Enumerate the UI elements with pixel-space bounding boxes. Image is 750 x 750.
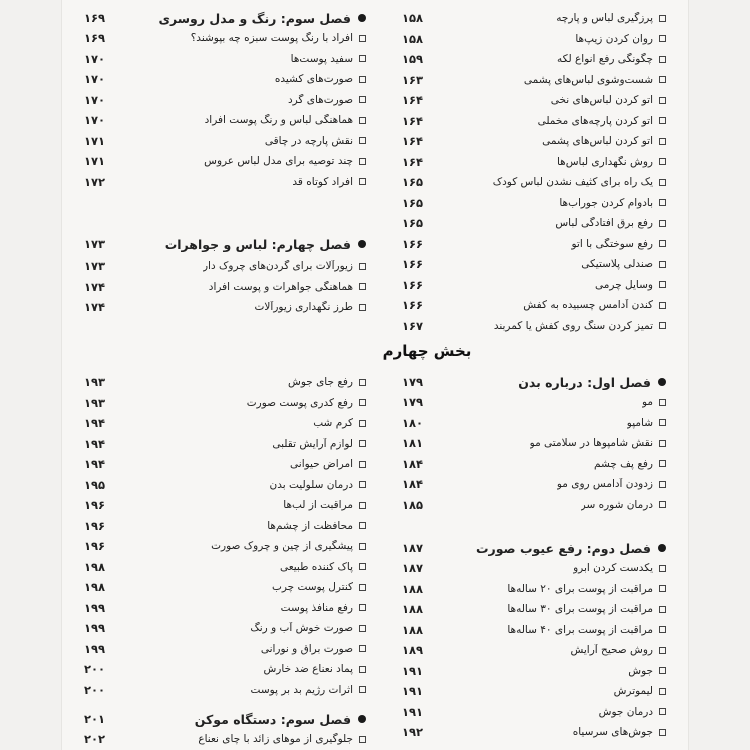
square-bullet-icon: [359, 420, 366, 427]
toc-entry: [84, 495, 366, 515]
chapter-heading: [84, 234, 366, 254]
page-number: ۱۸۷: [402, 541, 424, 555]
entry-title: روش نگهداری لباس‌ها: [556, 155, 653, 168]
page-number: ۱۶۹: [84, 11, 106, 25]
toc-entry: [402, 702, 666, 722]
square-bullet-icon: [659, 565, 666, 572]
entry-title: زیورآلات برای گردن‌های چروک دار: [202, 260, 353, 272]
page-number: ۱۶۶: [402, 277, 424, 292]
entry-title: مراقبت از پوست برای ۲۰ ساله‌ها: [507, 582, 653, 595]
square-bullet-icon: [359, 563, 366, 570]
page-number: ۱۸۸: [402, 622, 424, 637]
square-bullet-icon: [359, 158, 366, 165]
page-number: ۱۸۹: [402, 643, 424, 657]
toc-entry: [84, 49, 366, 69]
square-bullet-icon: [359, 117, 366, 124]
square-bullet-icon: [659, 240, 666, 247]
square-bullet-icon: [359, 502, 366, 509]
toc-entry: [84, 256, 366, 276]
entry-title: یکدست کردن ابرو: [573, 562, 653, 574]
page-number: ۱۷۰: [84, 72, 106, 86]
page-number: ۱۹۴: [84, 416, 106, 430]
page-number: ۱۶۴: [402, 134, 424, 148]
entry-title: صورت‌های گرد: [287, 93, 353, 106]
toc-entry: [402, 558, 666, 578]
entry-title: مو: [641, 396, 653, 408]
entry-title: رفع منافذ پوست: [280, 601, 353, 614]
entry-title: کندن آدامس چسبیده به کفش: [523, 299, 653, 311]
entry-title: سفید پوست‌ها: [290, 52, 353, 65]
bullet-dot-icon: [658, 378, 666, 386]
entry-title: پاک کننده طبیعی: [279, 560, 353, 573]
toc-entry: [402, 29, 666, 49]
toc-entry: [402, 172, 666, 192]
page-number: ۱۶۴: [402, 93, 424, 107]
page-number: ۱۶۴: [402, 113, 424, 128]
entry-title: رفع پف چشم: [594, 457, 653, 470]
entry-title: رفع سوختگی با اتو: [571, 237, 653, 250]
page-number: ۱۹۱: [402, 663, 424, 678]
toc-entry: [84, 69, 366, 89]
page-number: ۱۹۹: [84, 621, 106, 635]
entry-title: صندلی پلاستیکی: [581, 258, 653, 270]
page-number: ۱۹۶: [84, 518, 106, 533]
entry-title: رفع کدری پوست صورت: [246, 396, 353, 409]
entry-title: کرم شب: [313, 417, 353, 429]
toc-entry: [402, 8, 666, 28]
square-bullet-icon: [659, 117, 666, 124]
entry-title: درمان سلولیت بدن: [269, 478, 353, 491]
page-number: ۱۷۰: [84, 92, 106, 107]
chapter-title: فصل سوم: رنگ و مدل روسری: [158, 10, 351, 26]
toc-entry: [84, 454, 366, 474]
entry-title: روان کردن زیپ‌ها: [575, 32, 653, 45]
page-number: ۱۹۴: [84, 457, 106, 471]
toc-entry: [84, 413, 366, 433]
chapter-heading: [84, 709, 366, 729]
entry-title: چگونگی رفع انواع لکه: [557, 53, 653, 65]
square-bullet-icon: [659, 76, 666, 83]
page-number: ۱۶۶: [402, 236, 424, 251]
toc-entry: [84, 516, 366, 536]
toc-entry: [402, 495, 666, 515]
bullet-dot-icon: [658, 544, 666, 552]
entry-title: اتو کردن لباس‌های پشمی: [542, 135, 653, 147]
page-number: ۲۰۰: [84, 682, 106, 697]
entry-title: افراد کوتاه قد: [292, 175, 353, 188]
square-bullet-icon: [359, 137, 366, 144]
entry-title: چند توصیه برای مدل لباس عروس: [204, 155, 353, 167]
square-bullet-icon: [359, 604, 366, 611]
square-bullet-icon: [659, 302, 666, 309]
square-bullet-icon: [359, 686, 366, 693]
entry-title: درمان جوش: [598, 705, 653, 718]
page-number: ۱۶۵: [402, 195, 424, 210]
square-bullet-icon: [659, 56, 666, 63]
square-bullet-icon: [659, 179, 666, 186]
toc-entry: [402, 49, 666, 69]
square-bullet-icon: [659, 481, 666, 488]
toc-entry: [84, 90, 366, 110]
page-number: ۱۵۸: [402, 11, 424, 25]
toc-entry: [402, 640, 666, 660]
toc-entry: [84, 434, 366, 454]
entry-title: صورت خوش آب و رنگ: [250, 622, 353, 634]
page-number: ۱۹۸: [84, 559, 106, 574]
square-bullet-icon: [659, 419, 666, 426]
entry-title: هماهنگی لباس و رنگ پوست افراد: [204, 114, 353, 126]
page-number: ۱۷۳: [84, 259, 106, 273]
entry-title: درمان شوره سر: [580, 498, 653, 511]
page-number: ۱۷۹: [402, 375, 424, 389]
square-bullet-icon: [359, 263, 366, 270]
square-bullet-icon: [359, 55, 366, 62]
square-bullet-icon: [659, 97, 666, 104]
page-number: ۱۹۵: [84, 477, 106, 492]
square-bullet-icon: [659, 501, 666, 508]
toc-entry: [84, 618, 366, 638]
entry-title: اتو کردن لباس‌های نخی: [550, 94, 653, 106]
square-bullet-icon: [659, 35, 666, 42]
entry-title: رفع جای جوش: [288, 376, 353, 388]
page-number: ۱۹۳: [84, 395, 106, 410]
toc-entry: [84, 729, 366, 749]
entry-title: صورت‌های کشیده: [274, 73, 353, 85]
page-number: ۱۹۳: [84, 375, 106, 389]
page-number: ۱۶۵: [402, 216, 424, 230]
toc-entry: [402, 131, 666, 151]
entry-title: صورت براق و نورانی: [260, 642, 353, 655]
page-number: ۲۰۰: [84, 662, 106, 676]
square-bullet-icon: [359, 76, 366, 83]
chapter-title: فصل چهارم: لباس و جواهرات: [164, 236, 351, 252]
page-number: ۱۹۶: [84, 498, 106, 512]
page-number: ۱۷۲: [84, 174, 106, 189]
page-number: ۱۸۰: [402, 415, 424, 430]
toc-entry: [402, 620, 666, 640]
square-bullet-icon: [359, 178, 366, 185]
toc-entry: [84, 131, 366, 151]
toc-entry: [84, 577, 366, 597]
chapter-heading: [402, 372, 666, 392]
toc-entry: [84, 598, 366, 618]
square-bullet-icon: [359, 584, 366, 591]
page-number: ۱۹۱: [402, 704, 424, 719]
page-number: ۱۸۷: [402, 561, 424, 575]
toc-entry: [402, 295, 666, 315]
page-number: ۱۶۵: [402, 175, 424, 189]
page-number: ۱۸۸: [402, 602, 424, 616]
square-bullet-icon: [359, 96, 366, 103]
square-bullet-icon: [359, 461, 366, 468]
page-number: ۱۹۸: [84, 580, 106, 594]
entry-title: یک راه برای کثیف نشدن لباس کودک: [492, 176, 653, 188]
toc-entry: [84, 557, 366, 577]
chapter-title: فصل اول: درباره بدن: [518, 374, 651, 390]
square-bullet-icon: [659, 708, 666, 715]
square-bullet-icon: [359, 35, 366, 42]
entry-title: امراض حیوانی: [290, 458, 353, 470]
entry-title: نقش پارچه در چاقی: [264, 134, 353, 147]
toc-entry: [402, 579, 666, 599]
entry-title: لیموترش: [613, 685, 653, 697]
square-bullet-icon: [359, 522, 366, 529]
page-number: ۱۷۱: [84, 133, 106, 148]
entry-title: شست‌وشوی لباس‌های پشمی: [523, 73, 653, 86]
page-number: ۱۸۴: [402, 456, 424, 471]
square-bullet-icon: [659, 688, 666, 695]
entry-title: نقش شامپوها در سلامتی مو: [529, 437, 653, 449]
toc-entry: [84, 393, 366, 413]
square-bullet-icon: [659, 585, 666, 592]
square-bullet-icon: [359, 736, 366, 743]
toc-entry: [402, 254, 666, 274]
entry-title: جوش: [628, 664, 653, 677]
entry-title: اثرات رژیم بد بر پوست: [250, 683, 353, 696]
page-number: ۱۹۹: [84, 641, 106, 656]
page-number: ۱۵۹: [402, 52, 424, 66]
page-number: ۱۸۱: [402, 436, 424, 450]
page-number: ۱۶۷: [402, 318, 424, 333]
entry-title: کنترل پوست چرب: [271, 581, 353, 593]
chapter-title: فصل دوم: رفع عیوب صورت: [475, 540, 651, 556]
chapter-heading: [84, 8, 366, 28]
entry-title: جوش‌های سرسیاه: [572, 726, 653, 738]
square-bullet-icon: [359, 481, 366, 488]
square-bullet-icon: [659, 440, 666, 447]
toc-entry: [402, 90, 666, 110]
page-number: ۱۹۲: [402, 725, 424, 739]
toc-entry: [402, 193, 666, 213]
entry-title: مراقبت از پوست برای ۴۰ ساله‌ها: [507, 623, 653, 636]
square-bullet-icon: [659, 729, 666, 736]
square-bullet-icon: [659, 626, 666, 633]
square-bullet-icon: [659, 158, 666, 165]
page-number: ۱۵۸: [402, 31, 424, 46]
square-bullet-icon: [659, 322, 666, 329]
page-number: ۱۶۶: [402, 298, 424, 312]
toc-entry: [84, 28, 366, 48]
page-number: ۱۸۵: [402, 497, 424, 512]
page-number: ۱۷۰: [84, 51, 106, 66]
square-bullet-icon: [659, 281, 666, 288]
page-number: ۱۶۹: [84, 31, 106, 45]
bullet-dot-icon: [358, 715, 366, 723]
page-number: ۱۶۶: [402, 257, 424, 271]
entry-title: پیشگیری از چین و چروک صورت: [211, 540, 353, 552]
toc-entry: [402, 474, 666, 494]
page-number: ۱۹۴: [84, 436, 106, 451]
page-number: ۲۰۲: [84, 732, 106, 746]
entry-title: بادوام کردن جوراب‌ها: [559, 196, 653, 209]
entry-title: لوازم آرایش تقلبی: [272, 437, 353, 450]
square-bullet-icon: [659, 399, 666, 406]
toc-entry: [84, 151, 366, 171]
square-bullet-icon: [659, 220, 666, 227]
page-number: ۱۷۰: [84, 113, 106, 127]
entry-title: روش صحیح آرایش: [570, 644, 653, 656]
toc-entry: [402, 661, 666, 681]
entry-title: جلوگیری از موهای زائد با چای نعناع: [198, 733, 353, 745]
square-bullet-icon: [359, 399, 366, 406]
page-number: ۱۸۸: [402, 581, 424, 596]
toc-entry: [402, 722, 666, 742]
square-bullet-icon: [659, 138, 666, 145]
page-number: ۱۷۹: [402, 395, 424, 409]
entry-title: پرزگیری لباس و پارچه: [556, 12, 653, 24]
page-number: ۱۷۴: [84, 279, 106, 294]
chapter-title: فصل سوم: دستگاه موکن: [194, 711, 351, 727]
bullet-dot-icon: [358, 14, 366, 22]
square-bullet-icon: [359, 543, 366, 550]
page-number: ۱۶۳: [402, 72, 424, 87]
page-number: ۱۷۱: [84, 154, 106, 168]
square-bullet-icon: [659, 606, 666, 613]
square-bullet-icon: [659, 460, 666, 467]
entry-title: تمیز کردن سنگ روی کفش یا کمربند: [493, 319, 653, 332]
entry-title: وسایل چرمی: [595, 278, 653, 291]
toc-entry: [402, 599, 666, 619]
entry-title: مراقبت از پوست برای ۳۰ ساله‌ها: [507, 603, 653, 615]
toc-entry: [402, 234, 666, 254]
toc-entry: [402, 275, 666, 295]
square-bullet-icon: [359, 645, 366, 652]
part-title: بخش چهارم: [382, 342, 472, 360]
page-number: ۲۰۱: [84, 712, 106, 726]
toc-entry: [84, 172, 366, 192]
entry-title: اتو کردن پارچه‌های مخملی: [537, 114, 653, 127]
square-bullet-icon: [359, 440, 366, 447]
toc-entry: [84, 659, 366, 679]
page-number: ۱۹۹: [84, 600, 106, 615]
toc-entry: [84, 297, 366, 317]
entry-title: طرز نگهداری زیورآلات: [254, 301, 353, 313]
square-bullet-icon: [359, 304, 366, 311]
page-number: ۱۹۱: [402, 684, 424, 698]
page-number: ۱۸۴: [402, 477, 424, 491]
entry-title: افراد با رنگ پوست سبزه چه بپوشند؟: [190, 32, 353, 44]
toc-entry: [402, 454, 666, 474]
square-bullet-icon: [359, 625, 366, 632]
entry-title: محافظت از چشم‌ها: [267, 519, 353, 532]
toc-entry: [402, 316, 666, 336]
entry-title: هماهنگی جواهرات و پوست افراد: [208, 280, 353, 293]
toc-entry: [84, 277, 366, 297]
square-bullet-icon: [659, 15, 666, 22]
toc-entry: [402, 111, 666, 131]
chapter-heading: [402, 538, 666, 558]
entry-title: رفع برق افتادگی لباس: [555, 217, 653, 229]
square-bullet-icon: [659, 199, 666, 206]
book-page: [62, 0, 688, 750]
toc-entry: [402, 213, 666, 233]
entry-title: شامپو: [626, 416, 653, 429]
toc-entry: [84, 680, 366, 700]
square-bullet-icon: [359, 379, 366, 386]
toc-entry: [84, 475, 366, 495]
square-bullet-icon: [659, 261, 666, 268]
square-bullet-icon: [359, 283, 366, 290]
toc-entry: [402, 392, 666, 412]
toc-entry: [402, 413, 666, 433]
entry-title: پماد نعناع ضد خارش: [263, 663, 353, 675]
toc-entry: [402, 152, 666, 172]
page-number: ۱۶۴: [402, 154, 424, 169]
page-number: ۱۷۳: [84, 237, 106, 251]
toc-entry: [84, 639, 366, 659]
square-bullet-icon: [359, 666, 366, 673]
toc-entry: [402, 70, 666, 90]
page-number: ۱۷۴: [84, 300, 106, 314]
toc-entry: [402, 433, 666, 453]
bullet-dot-icon: [358, 240, 366, 248]
toc-entry: [84, 110, 366, 130]
entry-title: مراقبت از لب‌ها: [283, 499, 353, 511]
entry-title: زدودن آدامس روی مو: [556, 478, 653, 490]
page-number: ۱۹۶: [84, 539, 106, 553]
square-bullet-icon: [659, 647, 666, 654]
toc-entry: [402, 681, 666, 701]
square-bullet-icon: [659, 667, 666, 674]
toc-entry: [84, 536, 366, 556]
toc-entry: [84, 372, 366, 392]
